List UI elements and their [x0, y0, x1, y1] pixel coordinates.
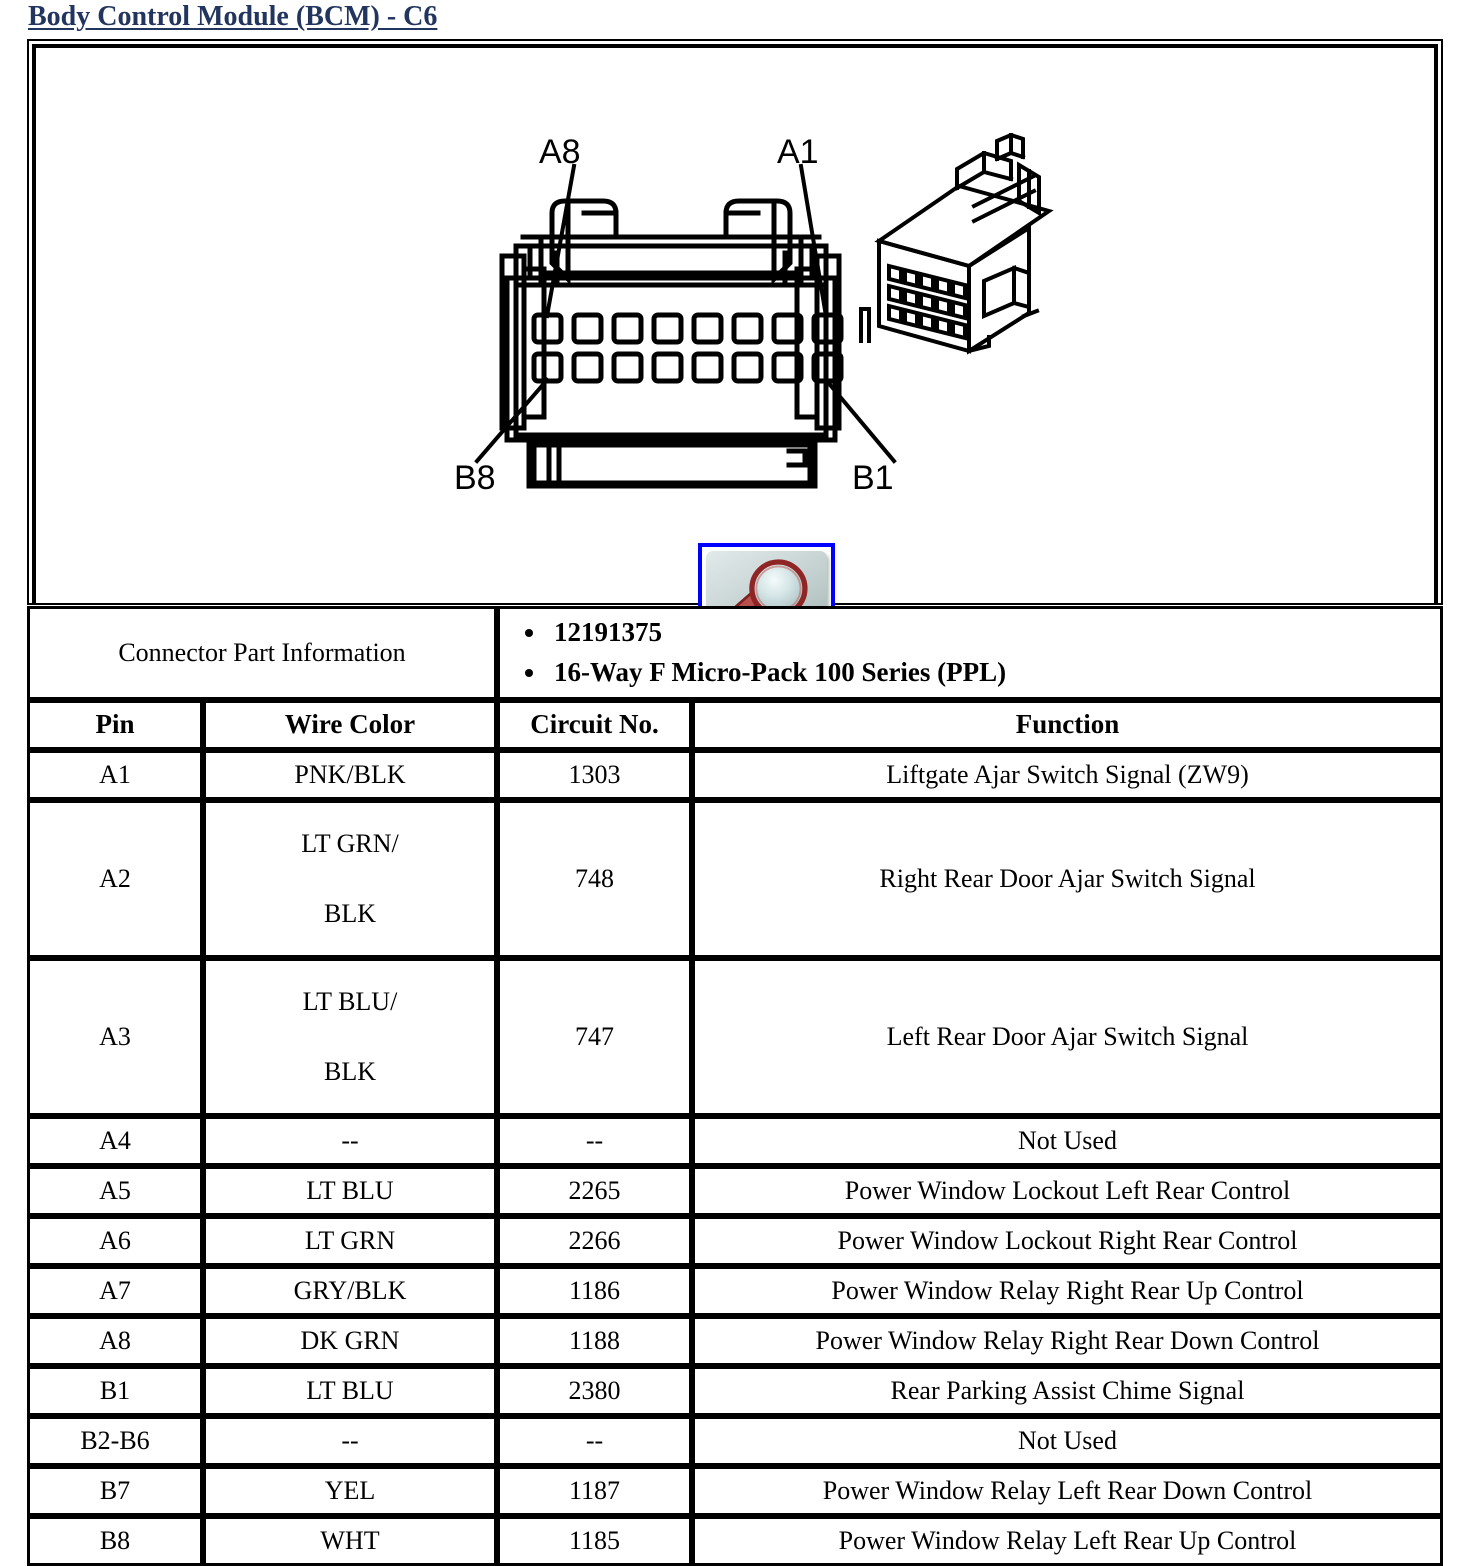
cell-wire-color: -- [203, 1416, 497, 1466]
cell-pin: A8 [27, 1316, 203, 1366]
column-header-function: Function [692, 700, 1443, 750]
table-row [27, 750, 1443, 800]
cell-function: Right Rear Door Ajar Switch Signal [692, 800, 1443, 958]
cell-circuit-no: 1186 [497, 1266, 692, 1316]
pin-label-a8: A8 [539, 133, 581, 171]
connector-diagram-panel [27, 39, 1443, 605]
cell-circuit-no: 2380 [497, 1366, 692, 1416]
cell-pin: B7 [27, 1466, 203, 1516]
cell-function: Power Window Lockout Left Rear Control [692, 1166, 1443, 1216]
cell-pin: A6 [27, 1216, 203, 1266]
table-row [27, 1516, 1443, 1566]
cell-function: Power Window Relay Left Rear Down Control [692, 1466, 1443, 1516]
cell-pin: A3 [27, 958, 203, 1116]
cell-circuit-no: 1188 [497, 1316, 692, 1366]
cell-wire-color: PNK/BLK [203, 750, 497, 800]
table-row [27, 1366, 1443, 1416]
cell-circuit-no: 1185 [497, 1516, 692, 1566]
cell-pin: A2 [27, 800, 203, 958]
cell-pin: A5 [27, 1166, 203, 1216]
table-row [27, 1466, 1443, 1516]
pin-label-b8: B8 [454, 459, 496, 497]
pin-label-a1: A1 [777, 133, 819, 171]
cell-function: Power Window Relay Left Rear Up Control [692, 1516, 1443, 1566]
table-row [27, 1116, 1443, 1166]
table-row [27, 1266, 1443, 1316]
cell-function: Not Used [692, 1116, 1443, 1166]
cell-function: Power Window Relay Right Rear Down Control [692, 1316, 1443, 1366]
table-body [27, 750, 1443, 1566]
pin-assignment-table [27, 606, 1443, 1566]
cell-pin: B1 [27, 1366, 203, 1416]
column-header-wire-color: Wire Color [203, 700, 497, 750]
cell-circuit-no: 747 [497, 958, 692, 1116]
cell-wire-color: DK GRN [203, 1316, 497, 1366]
cell-circuit-no: -- [497, 1416, 692, 1466]
cell-wire-color: LT BLU [203, 1166, 497, 1216]
cell-circuit-no: -- [497, 1116, 692, 1166]
cell-function: Left Rear Door Ajar Switch Signal [692, 958, 1443, 1116]
table-row [27, 1316, 1443, 1366]
table-header-row [27, 700, 1443, 750]
table-row [27, 800, 1443, 958]
cell-circuit-no: 2265 [497, 1166, 692, 1216]
cell-pin: A4 [27, 1116, 203, 1166]
column-header-pin: Pin [27, 700, 203, 750]
connector-illustration [29, 41, 1445, 607]
cell-wire-color: LT GRN [203, 1216, 497, 1266]
column-header-circuit-no: Circuit No. [497, 700, 692, 750]
cell-circuit-no: 2266 [497, 1216, 692, 1266]
connector-part-information-values [497, 606, 1443, 700]
cell-wire-color: LT BLU [203, 1366, 497, 1416]
cell-circuit-no: 1303 [497, 750, 692, 800]
cell-pin: B2-B6 [27, 1416, 203, 1466]
connector-part-information-row [27, 606, 1443, 700]
cell-function: Rear Parking Assist Chime Signal [692, 1366, 1443, 1416]
cell-circuit-no: 748 [497, 800, 692, 958]
cell-wire-color: YEL [203, 1466, 497, 1516]
cell-circuit-no: 1187 [497, 1466, 692, 1516]
cell-wire-color: WHT [203, 1516, 497, 1566]
table-row [27, 958, 1443, 1116]
connector-part-information-label: Connector Part Information [27, 606, 497, 700]
cell-pin: A7 [27, 1266, 203, 1316]
cell-wire-color: GRY/BLK [203, 1266, 497, 1316]
cell-function: Not Used [692, 1416, 1443, 1466]
cell-function: Power Window Relay Right Rear Up Control [692, 1266, 1443, 1316]
cell-wire-color: LT BLU/ BLK [203, 958, 497, 1116]
cell-wire-color: -- [203, 1116, 497, 1166]
cell-function: Power Window Lockout Right Rear Control [692, 1216, 1443, 1266]
part-number-bullet: • 12191375 [548, 613, 1436, 653]
cell-pin: B8 [27, 1516, 203, 1566]
cell-pin: A1 [27, 750, 203, 800]
table-row [27, 1416, 1443, 1466]
page-title: Body Control Module (BCM) - C6 [28, 1, 438, 32]
pin-label-b1: B1 [852, 459, 894, 497]
connector-type-bullet: • 16-Way F Micro-Pack 100 Series (PPL) [548, 653, 1436, 693]
cell-wire-color: LT GRN/ BLK [203, 800, 497, 958]
cell-function: Liftgate Ajar Switch Signal (ZW9) [692, 750, 1443, 800]
table-row [27, 1216, 1443, 1266]
table-row [27, 1166, 1443, 1216]
